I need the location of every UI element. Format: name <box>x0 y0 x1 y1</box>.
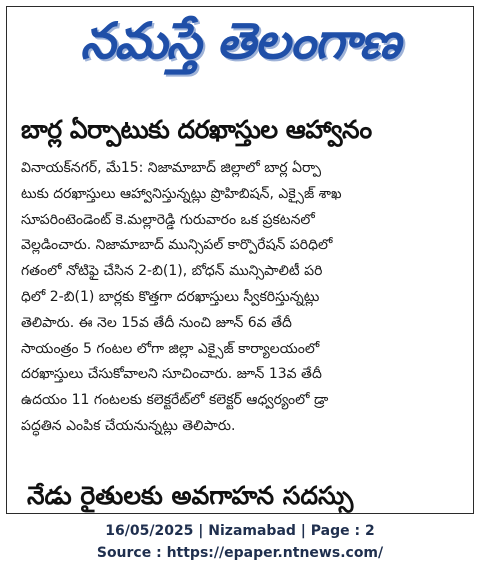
article-body <box>21 156 461 440</box>
newspaper-logo: నమస్తే తెలంగాణ <box>80 11 400 70</box>
clipping-meta: 16/05/2025 | Nizamabad | Page : 2 <box>105 523 375 539</box>
article-headline: బార్ల ఏర్పాటుకు దరఖాస్తుల ఆహ్వానం <box>21 115 372 144</box>
source-link[interactable]: Source : https://epaper.ntnews.com/ <box>96 545 384 561</box>
article-line: గతంలో నోటిఫై చేసిన 2-బి(1), బోధన్ మున్సిపాలిటీ పరి <box>21 263 323 280</box>
article-line: పద్ధతిన ఎంపిక చేయనున్నట్లు తెలిపారు. <box>21 417 236 434</box>
masthead <box>7 7 473 87</box>
article-line: సాయంత్రం 5 గంటల లోగా జిల్లా ఎక్సైజ్ కార్యాలయంలో <box>21 340 320 357</box>
article-line: దరఖాస్తులు చేసుకోవాలని సూచించారు. జూన్ 13వ తేదీ <box>21 366 322 383</box>
article-line: వినాయక్‌నగర్, మే15: నిజామాబాద్ జిల్లాలో బార్ల ఏర్పా <box>21 160 322 176</box>
article-line: వెల్లడించారు. నిజామాబాద్ మున్సిపల్ కార్పొరేషన్ పరిధిలో <box>21 237 333 254</box>
article-line: టుకు దరఖాస్తులు ఆహ్వానిస్తున్నట్లు ప్రొహిబిషన్, ఎక్సైజ్ శాఖ <box>21 185 342 202</box>
clipping-frame <box>6 6 474 514</box>
article-line: తెలిపారు. ఈ నెల 15వ తేదీ నుంచి జూన్ 6వ తేదీ <box>21 314 292 331</box>
clipping-footer <box>0 520 480 564</box>
article-line: ఉదయం 11 గంటలకు కలెక్టరేట్‌లో కలెక్టర్ ఆధ్వర్యంలో డ్రా <box>21 392 329 409</box>
article-line: సూపరింటెండెంట్ కె.మల్లారెడ్డి గురువారం ఒక ప్రకటనలో <box>21 211 315 228</box>
next-article-headline: నేడు రైతులకు అవగాహన సదస్సు <box>27 481 354 510</box>
article-line: ధిలో 2-బి(1) బార్లకు కొత్తగా దరఖాస్తులు స్వీకరిస్తున్నట్లు <box>21 288 320 305</box>
